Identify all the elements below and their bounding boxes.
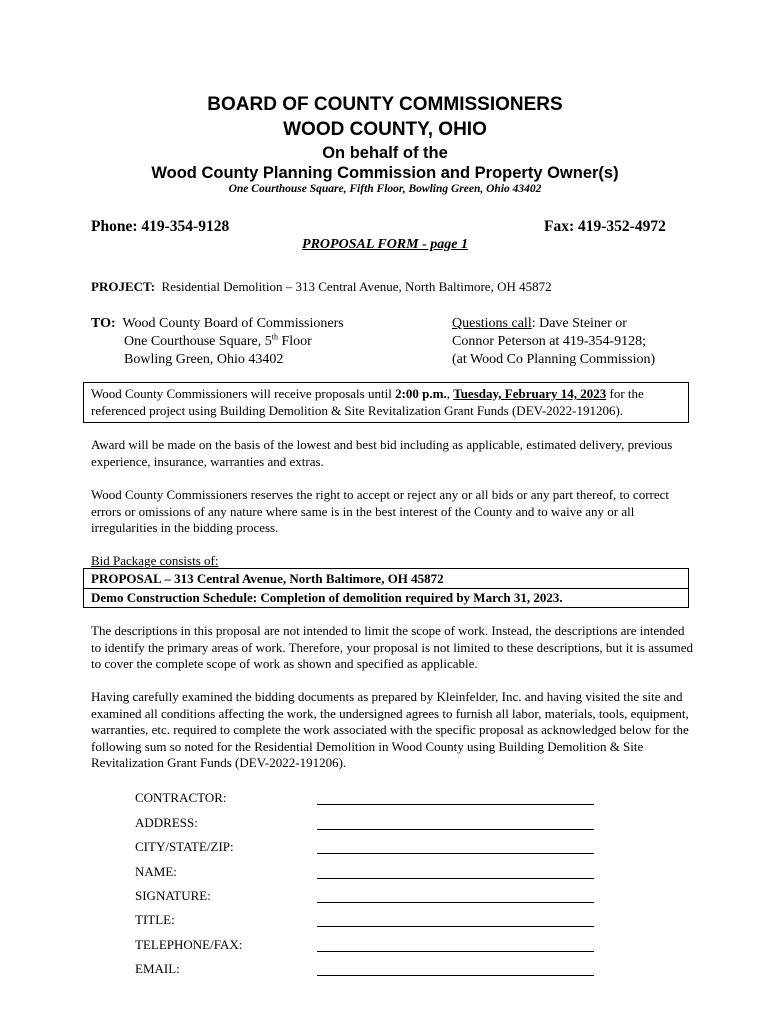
examined-paragraph: Having carefully examined the bidding documents as prepared by Kleinfelder, Inc. and having visited the site and examined all conditions affecting the work, the undersigned agrees to furnish all labor, materials, tools, equipment, warranties, etc. required to complete the work associated with the specific proposal as acknowledged below for the following sum so noted for the Residential Demolition in Wood County using Building Demolition & Site Revitalization Grant Funds (DEV-2022-191206).	[91, 689, 689, 770]
project-label: PROJECT:	[91, 279, 156, 294]
project-line	[91, 279, 552, 296]
contractor-label: CONTRACTOR:	[135, 790, 227, 805]
questions-line3: (at Wood Co Planning Commission)	[452, 352, 656, 367]
signature-field[interactable]	[317, 901, 594, 903]
city-state-zip-field[interactable]	[317, 852, 594, 854]
questions-label: Questions call	[452, 316, 532, 331]
to-line1: Wood County Board of Commissioners	[122, 316, 344, 331]
email-label: EMAIL:	[135, 961, 180, 976]
bid-package-label: Bid Package consists of:	[91, 553, 219, 568]
questions-block	[452, 315, 655, 369]
title-field[interactable]	[317, 925, 594, 927]
to-line2: One Courthouse Square, 5th Floor	[124, 332, 312, 349]
city-state-zip-label: CITY/STATE/ZIP:	[135, 839, 234, 854]
bid-package-row-schedule: Demo Construction Schedule: Completion of demolition required by March 31, 2023.	[91, 590, 563, 605]
scope-paragraph: The descriptions in this proposal are not intended to limit the scope of work. Instead, the descriptions are intended to identify the primary areas of work. Therefore, your proposal is not limited to these descriptions, but it is assumed to cover the complete scope of work as shown and specified as applicable.	[91, 623, 693, 671]
telephone-fax-label: TELEPHONE/FAX:	[135, 937, 243, 952]
deadline-notice-line1: Wood County Commissioners will receive proposals until 2:00 p.m., Tuesday, February 14, 2023 for the	[91, 386, 644, 401]
address-label: ADDRESS:	[135, 815, 198, 830]
to-block	[91, 315, 344, 369]
header-county-title: WOOD COUNTY, OHIO	[283, 119, 487, 140]
deadline-date: Tuesday, February 14, 2023	[453, 386, 607, 401]
name-label: NAME:	[135, 864, 177, 879]
name-field[interactable]	[317, 877, 594, 879]
questions-line1: : Dave Steiner or	[531, 316, 627, 331]
deadline-notice-box	[83, 382, 689, 423]
signature-label: SIGNATURE:	[135, 888, 211, 903]
contractor-field[interactable]	[317, 803, 594, 805]
address-field[interactable]	[317, 828, 594, 830]
email-field[interactable]	[317, 974, 594, 976]
form-title: PROPOSAL FORM - page 1	[302, 237, 468, 252]
questions-line2: Connor Peterson at 419-354-9128;	[452, 334, 647, 349]
fax-number: Fax: 419-352-4972	[544, 218, 666, 235]
bid-package-table	[83, 568, 689, 608]
to-label: TO:	[91, 316, 116, 331]
header-planning-commission: Wood County Planning Commission and Property Owner(s)	[151, 164, 619, 182]
rights-paragraph: Wood County Commissioners reserves the right to accept or reject any or all bids or any part thereof, to correct errors or omissions of any nature where same is in the best interest of the County and to waive any or all irregularities in the bidding process.	[91, 487, 669, 535]
phone-number: Phone: 419-354-9128	[91, 218, 230, 235]
header-board-title: BOARD OF COUNTY COMMISSIONERS	[207, 94, 563, 115]
bid-package-divider	[84, 588, 688, 589]
to-line3: Bowling Green, Ohio 43402	[124, 352, 284, 367]
header-on-behalf: On behalf of the	[322, 144, 448, 162]
header-address: One Courthouse Square, Fifth Floor, Bowling Green, Ohio 43402	[228, 183, 542, 195]
deadline-notice-line2: referenced project using Building Demolition & Site Revitalization Grant Funds (DEV-2022-191206).	[91, 402, 624, 418]
project-value: Residential Demolition – 313 Central Avenue, North Baltimore, OH 45872	[161, 279, 552, 294]
telephone-fax-field[interactable]	[317, 950, 594, 952]
award-paragraph: Award will be made on the basis of the lowest and best bid including as applicable, estimated delivery, previous experience, insurance, warranties and extras.	[91, 437, 673, 469]
bid-package-row-proposal: PROPOSAL – 313 Central Avenue, North Baltimore, OH 45872	[91, 571, 444, 586]
title-label: TITLE:	[135, 912, 175, 927]
